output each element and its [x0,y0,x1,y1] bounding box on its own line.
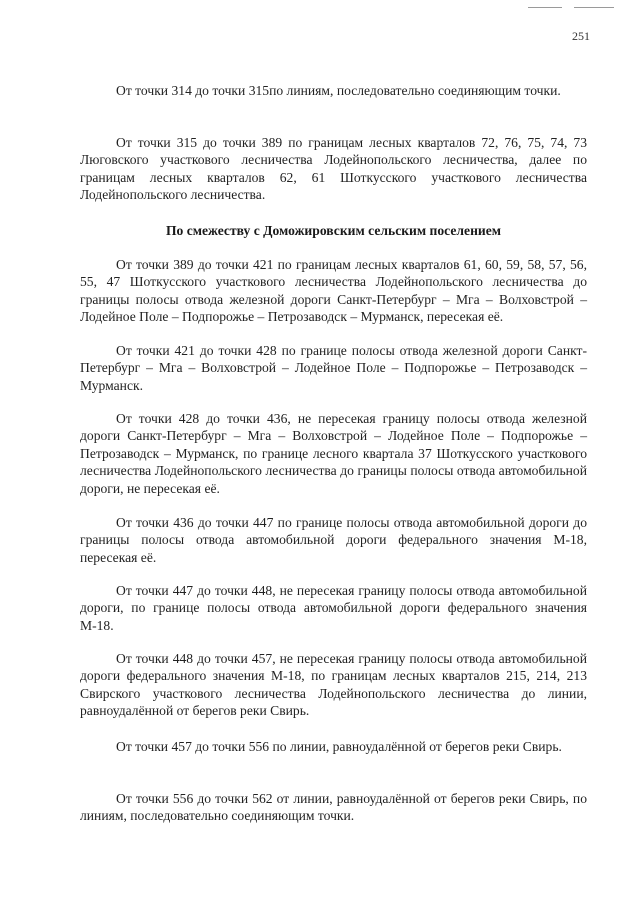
page-number: 251 [572,29,590,43]
boundary-paragraph: От точки 315 до точки 389 по границам лесных кварталов 72, 76, 75, 74, 73 Люговского участкового лесничества Лодейнопольского лесничества, далее по границам лесных кварталов 62, 61 Шоткусского участкового лесничества Лодейнопольского лесничества. [80,135,587,203]
top-rule [574,7,614,8]
boundary-paragraph: От точки 389 до точки 421 по границам лесных кварталов 61, 60, 59, 58, 57, 56, 55, 47 Шоткусского участкового лесничества Лодейнопольского лесничества до границы полосы отвода железной дороги Санкт-Петербург – Мга – Волховстрой – Лодейное Поле – Подпорожье – Петрозаводск – Мурманск, пересекая её. [80,257,587,325]
top-rule [528,7,562,8]
boundary-paragraph: От точки 556 до точки 562 от линии, равноудалённой от берегов реки Свирь, по линиям, последовательно соединяющим точки. [80,791,587,824]
boundary-paragraph: От точки 314 до точки 315по линиям, последовательно соединяющим точки. [116,83,561,98]
boundary-paragraph: От точки 421 до точки 428 по границе полосы отвода железной дороги Санкт-Петербург – Мга – Волховстрой – Лодейное Поле – Подпорожье – Петрозаводск – Мурманск. [80,343,587,393]
section-heading: По смежеству с Доможировским сельским поселением [165,223,502,238]
boundary-paragraph: От точки 447 до точки 448, не пересекая границу полосы отвода автомобильной дороги, по границе полосы отвода автомобильной дороги федерального значения М-18. [80,583,587,633]
boundary-paragraph: От точки 448 до точки 457, не пересекая границу полосы отвода автомобильной дороги федерального значения М-18, по границам лесных кварталов 215, 214, 213 Свирского участкового лесничества Лодейнопольского лесничества до линии, равноудалённой от берегов реки Свирь. [80,651,587,719]
boundary-paragraph: От точки 436 до точки 447 по границе полосы отвода автомобильной дороги до границы полосы отвода автомобильной дороги федерального значения М-18, пересекая её. [80,515,587,565]
boundary-paragraph: От точки 457 до точки 556 по линии, равноудалённой от берегов реки Свирь. [116,739,562,754]
boundary-paragraph: От точки 428 до точки 436, не пересекая границу полосы отвода железной дороги Санкт-Петербург – Мга – Волховстрой – Лодейное Поле – Подпорожье – Петрозаводск – Мурманск, по границе лесного квартала 37 Шоткусского участкового лесничества Лодейнопольского лесничества до границы полосы отвода автомобильной дороги, не пересекая её. [80,411,587,496]
